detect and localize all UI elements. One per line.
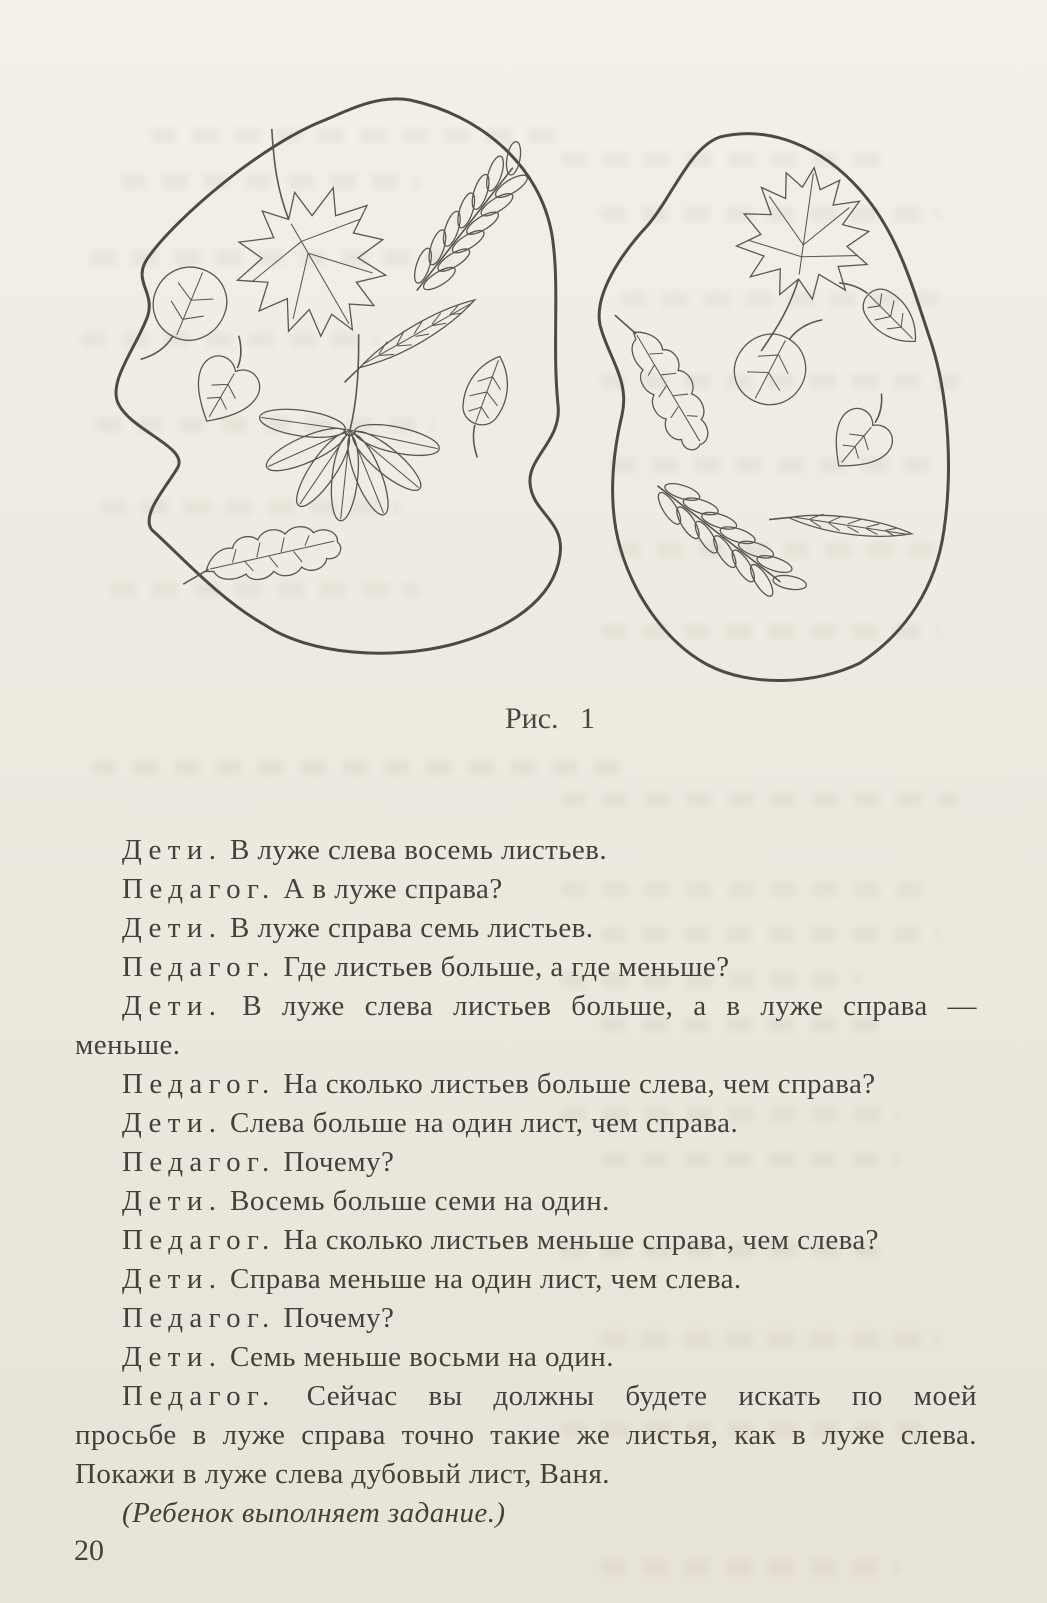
rowan-leaf bbox=[399, 133, 547, 304]
bleedthrough-line bbox=[600, 1560, 900, 1575]
dialogue-line: Педагог. На сколько листьев больше слева, чем справа? bbox=[122, 1068, 876, 1100]
dialogue-line: меньше. bbox=[75, 1029, 181, 1061]
dialogue-line: Педагог. Почему? bbox=[122, 1146, 395, 1178]
chestnut-leaf bbox=[247, 322, 454, 533]
bleedthrough-line bbox=[90, 760, 630, 775]
dialogue-line: Покажи в луже слева дубовый лист, Ваня. bbox=[75, 1458, 610, 1490]
speaker-label: Педагог. bbox=[122, 1068, 276, 1100]
dialogue-line: Дети. В луже слева восемь листьев. bbox=[122, 834, 608, 866]
dialogue-line: Дети. В луже слева листьев больше, а в луже справа — bbox=[122, 990, 977, 1022]
birch-leaf bbox=[835, 261, 929, 355]
dialogue-line: Педагог. Где листьев больше, а где меньше? bbox=[122, 951, 730, 983]
dialogue-line: Дети. Восемь больше семи на один. bbox=[122, 1185, 610, 1217]
dialogue-line: Дети. Слева больше на один лист, чем справа. bbox=[122, 1107, 739, 1139]
speaker-label: Дети. bbox=[122, 990, 223, 1022]
speaker-label: Педагог. bbox=[122, 1380, 276, 1412]
aspen-leaf bbox=[127, 255, 238, 383]
willow-leaf bbox=[769, 503, 913, 545]
figure-leaf-puddles bbox=[60, 85, 960, 705]
speaker-label: Дети. bbox=[122, 1107, 223, 1139]
maple-leaf bbox=[723, 158, 880, 364]
speaker-label: Дети. bbox=[122, 1341, 223, 1373]
birch-leaf bbox=[446, 350, 519, 460]
speaker-label: Педагог. bbox=[122, 1302, 276, 1334]
speaker-label: Дети. bbox=[122, 834, 223, 866]
linden-leaf bbox=[817, 384, 914, 484]
puddle-outline-left bbox=[116, 99, 561, 653]
speaker-label: Дети. bbox=[122, 912, 223, 944]
speaker-label: Педагог. bbox=[122, 1224, 276, 1256]
dialogue-line: просьбе в луже справа точно такие же листья, как в луже слева. bbox=[75, 1419, 977, 1451]
rowan-leaf bbox=[643, 468, 814, 616]
figure-caption: Рис. 1 bbox=[504, 702, 596, 735]
oak-leaf bbox=[176, 517, 344, 598]
dialogue-line: Педагог. А в луже справа? bbox=[122, 873, 503, 905]
bleedthrough-line bbox=[560, 792, 960, 807]
speaker-label: Педагог. bbox=[122, 873, 276, 905]
aspen-leaf bbox=[722, 292, 835, 417]
speaker-label: Педагог. bbox=[122, 1146, 276, 1178]
puddle-outline-right bbox=[599, 134, 948, 681]
linden-leaf bbox=[180, 328, 279, 437]
dialogue-line: Педагог. Сейчас вы должны будете искать по моей bbox=[122, 1380, 978, 1412]
dialogue bbox=[75, 831, 977, 1533]
speaker-label: Дети. bbox=[122, 1185, 223, 1217]
speaker-label: Педагог. bbox=[122, 951, 276, 983]
dialogue-line: (Ребенок выполняет задание.) bbox=[122, 1497, 506, 1529]
dialogue-line: Педагог. Почему? bbox=[122, 1302, 395, 1334]
page-number: 20 bbox=[74, 1534, 104, 1567]
dialogue-line: Дети. Семь меньше восьми на один. bbox=[122, 1341, 614, 1373]
speaker-label: Дети. bbox=[122, 1263, 223, 1295]
dialogue-line: Дети. Справа меньше на один лист, чем слева. bbox=[122, 1263, 742, 1295]
dialogue-line: Педагог. На сколько листьев меньше справа, чем слева? bbox=[122, 1224, 879, 1256]
dialogue-line: Дети. В луже справа семь листьев. bbox=[122, 912, 594, 944]
